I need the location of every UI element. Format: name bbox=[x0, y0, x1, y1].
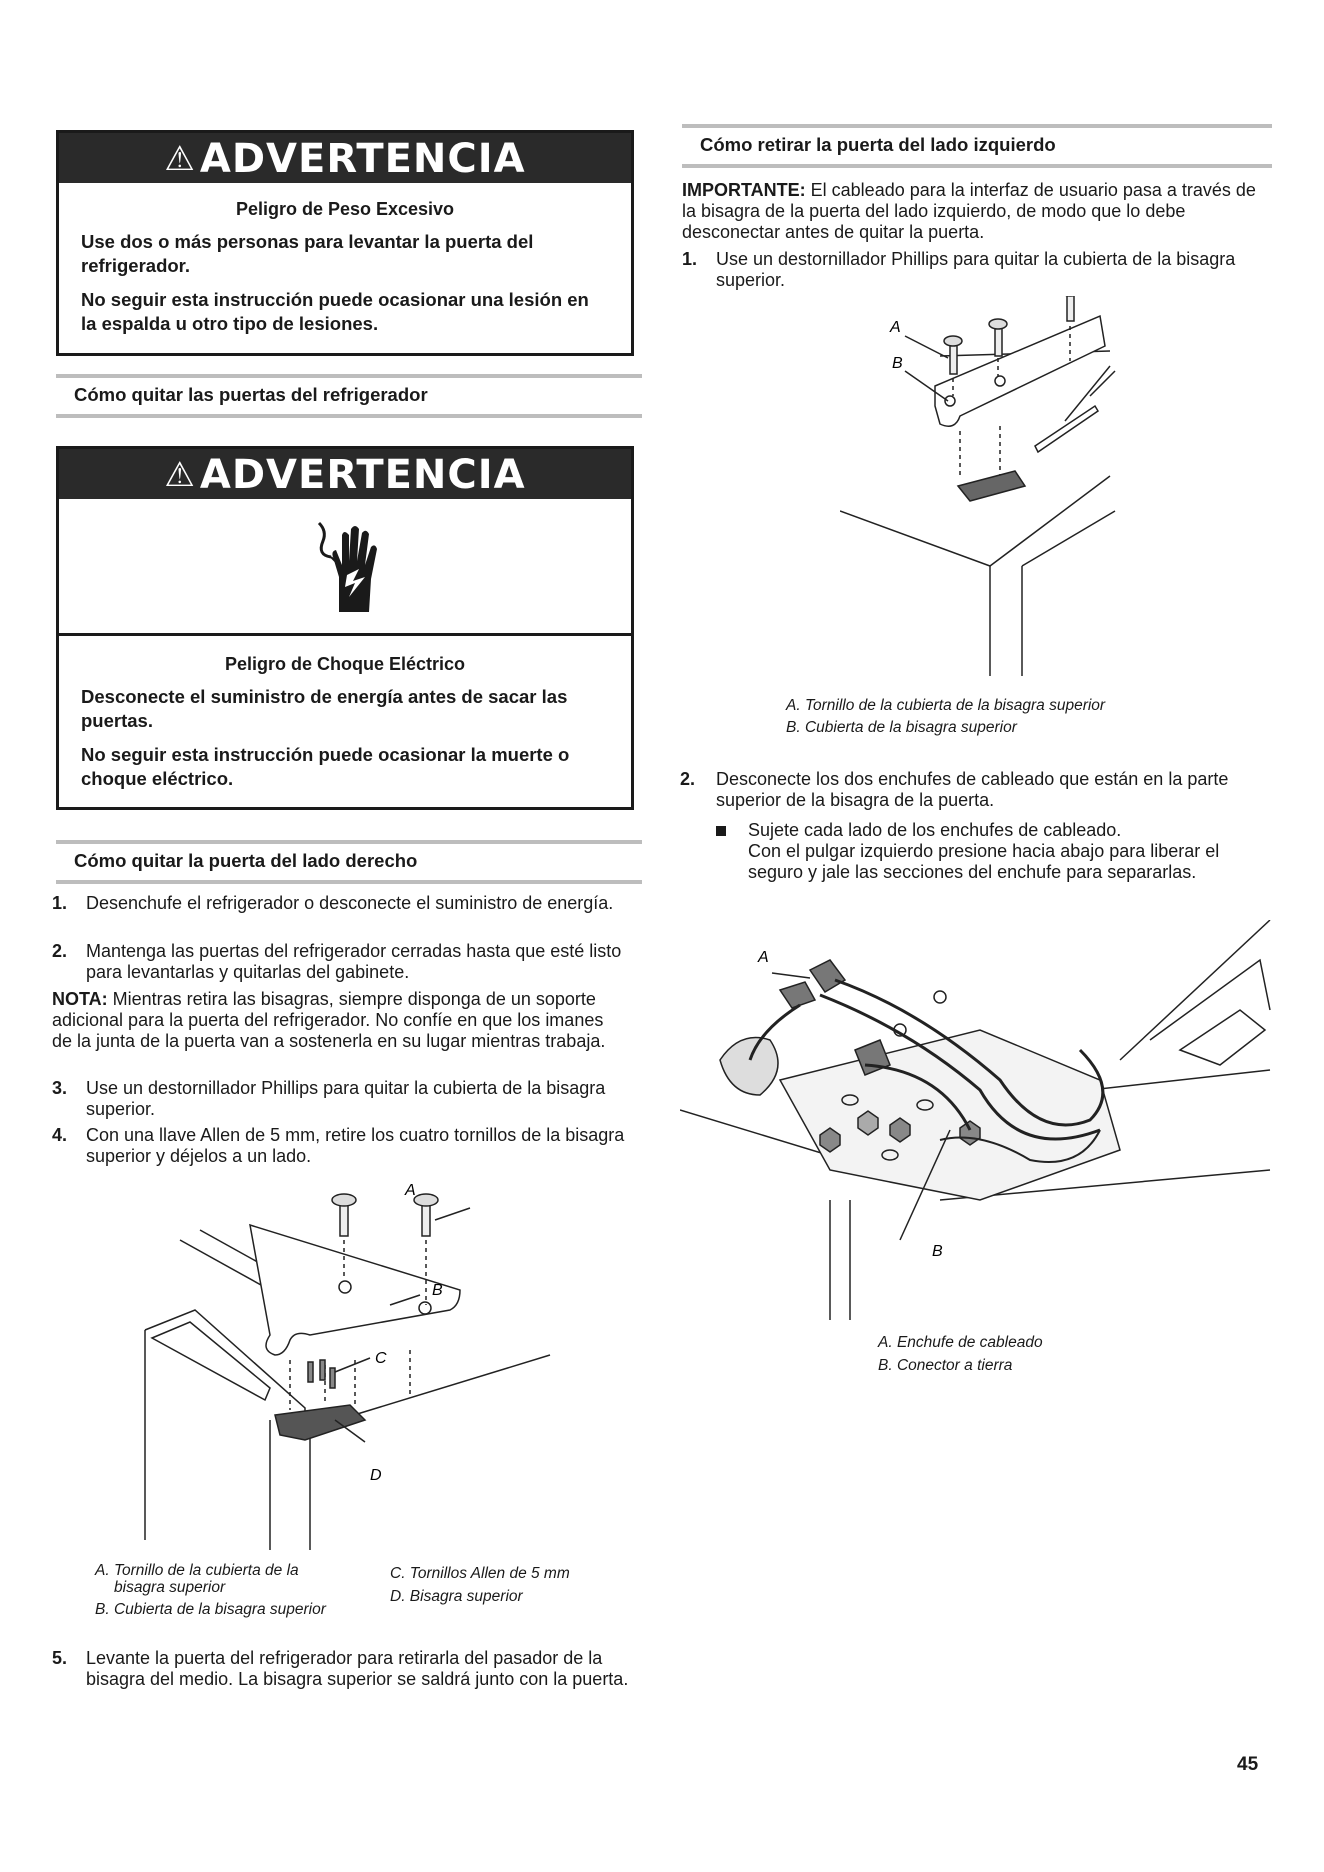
fig-label-a: A bbox=[890, 319, 901, 336]
warning-box-weight bbox=[56, 130, 634, 356]
step-text: Desenchufe el refrigerador o desconecte el suministro de energía. bbox=[86, 893, 614, 913]
step-text: Desconecte los dos enchufes de cableado que están en la parte superior de la bisagra de la puerta. bbox=[716, 769, 1229, 810]
step-text: Use un destornillador Phillips para quitar la cubierta de la bisagra superior. bbox=[716, 249, 1236, 290]
figure-caption: A. Tornillo de la cubierta de la bisagra superior bbox=[786, 697, 1106, 714]
fig-label-a: A bbox=[405, 1182, 416, 1199]
step-number: 5. bbox=[52, 1648, 68, 1668]
important-text: El cableado para la interfaz de usuario pasa a través de la bisagra de la puerta del lado izquierdo, de modo que lo debe desconectar antes de quitar la puerta. bbox=[682, 180, 1256, 242]
section-header: Cómo quitar las puertas del refrigerador bbox=[56, 374, 642, 418]
fig-label-a: A bbox=[758, 949, 769, 966]
important-label: IMPORTANTE: bbox=[682, 180, 806, 200]
warning-triangle-icon: ⚠ bbox=[164, 139, 196, 179]
note-text: Mientras retira las bisagras, siempre disponga de un soporte adicional para la puerta del refrigerador. No confíe en que los imanes de la junta de la puerta van a sostenerla en su lugar mientras trabaja. bbox=[52, 989, 606, 1051]
figure-right-hinge bbox=[130, 1180, 570, 1550]
figure-caption: A. Enchufe de cableado bbox=[878, 1334, 1043, 1351]
figure-caption: D. Bisagra superior bbox=[390, 1588, 523, 1605]
fig-label-d: D bbox=[370, 1467, 382, 1484]
step-text: Use un destornillador Phillips para quitar la cubierta de la bisagra superior. bbox=[86, 1078, 606, 1119]
step-number: 1. bbox=[682, 249, 698, 269]
warning-header bbox=[59, 133, 631, 183]
section-header: Cómo quitar la puerta del lado derecho bbox=[56, 840, 642, 884]
fig-label-b: B bbox=[432, 1282, 443, 1299]
warning-header-text: ADVERTENCIA bbox=[199, 452, 526, 498]
figure-left-hinge bbox=[840, 296, 1120, 681]
step-number: 2. bbox=[52, 941, 68, 961]
fig-label-c: C bbox=[375, 1350, 387, 1367]
section-header: Cómo retirar la puerta del lado izquierdo bbox=[682, 124, 1272, 168]
warning-line: Use dos o más personas para levantar la puerta del refrigerador. bbox=[81, 231, 534, 276]
warning-title: Peligro de Peso Excesivo bbox=[235, 199, 455, 219]
bullet-marker bbox=[716, 826, 726, 836]
fig-label-b: B bbox=[892, 355, 903, 372]
step-number: 3. bbox=[52, 1078, 68, 1098]
warning-header bbox=[59, 449, 631, 499]
shock-icon-area bbox=[59, 499, 631, 636]
step-text: Levante la puerta del refrigerador para retirarla del pasador de la bisagra del medio. La bisagra superior se saldrá junto con la puerta. bbox=[86, 1648, 629, 1689]
important-paragraph bbox=[682, 180, 1264, 243]
figure-caption: B. Cubierta de la bisagra superior bbox=[95, 1601, 326, 1618]
step-number: 2. bbox=[680, 769, 696, 789]
bullet-text: Con el pulgar izquierdo presione hacia abajo para liberar el seguro y jale las secciones del enchufe para separarlas. bbox=[748, 841, 1220, 882]
warning-title: Peligro de Choque Eléctrico bbox=[224, 654, 466, 674]
warning-header-text: ADVERTENCIA bbox=[199, 136, 526, 182]
figure-caption: B. Cubierta de la bisagra superior bbox=[786, 719, 1017, 736]
step-number: 1. bbox=[52, 893, 68, 913]
figure-wiring-plugs bbox=[680, 920, 1274, 1320]
warning-triangle-icon: ⚠ bbox=[164, 455, 196, 495]
warning-line: Desconecte el suministro de energía antes de sacar las puertas. bbox=[81, 686, 568, 731]
figure-caption: B. Conector a tierra bbox=[878, 1357, 1013, 1374]
figure-caption: C. Tornillos Allen de 5 mm bbox=[390, 1565, 570, 1582]
step-text: Mantenga las puertas del refrigerador cerradas hasta que esté listo para levantarlas y quitarlas del gabinete. bbox=[86, 941, 622, 982]
step-number: 4. bbox=[52, 1125, 68, 1145]
warning-line: No seguir esta instrucción puede ocasionar una lesión en la espalda u otro tipo de lesiones. bbox=[81, 289, 589, 334]
bullet-text: Sujete cada lado de los enchufes de cableado. bbox=[748, 820, 1122, 840]
figure-caption: bisagra superior bbox=[114, 1579, 226, 1596]
electric-shock-hand-icon bbox=[309, 517, 389, 617]
step-text: Con una llave Allen de 5 mm, retire los cuatro tornillos de la bisagra superior y déjelos a un lado. bbox=[86, 1125, 625, 1166]
warning-box-electric bbox=[56, 446, 634, 810]
page-number: 45 bbox=[1237, 1754, 1259, 1775]
note-label: NOTA: bbox=[52, 989, 108, 1009]
note-paragraph bbox=[52, 989, 622, 1052]
fig-label-b: B bbox=[932, 1243, 943, 1260]
figure-caption: A. Tornillo de la cubierta de la bbox=[95, 1562, 299, 1579]
warning-line: No seguir esta instrucción puede ocasionar la muerte o choque eléctrico. bbox=[81, 744, 570, 789]
